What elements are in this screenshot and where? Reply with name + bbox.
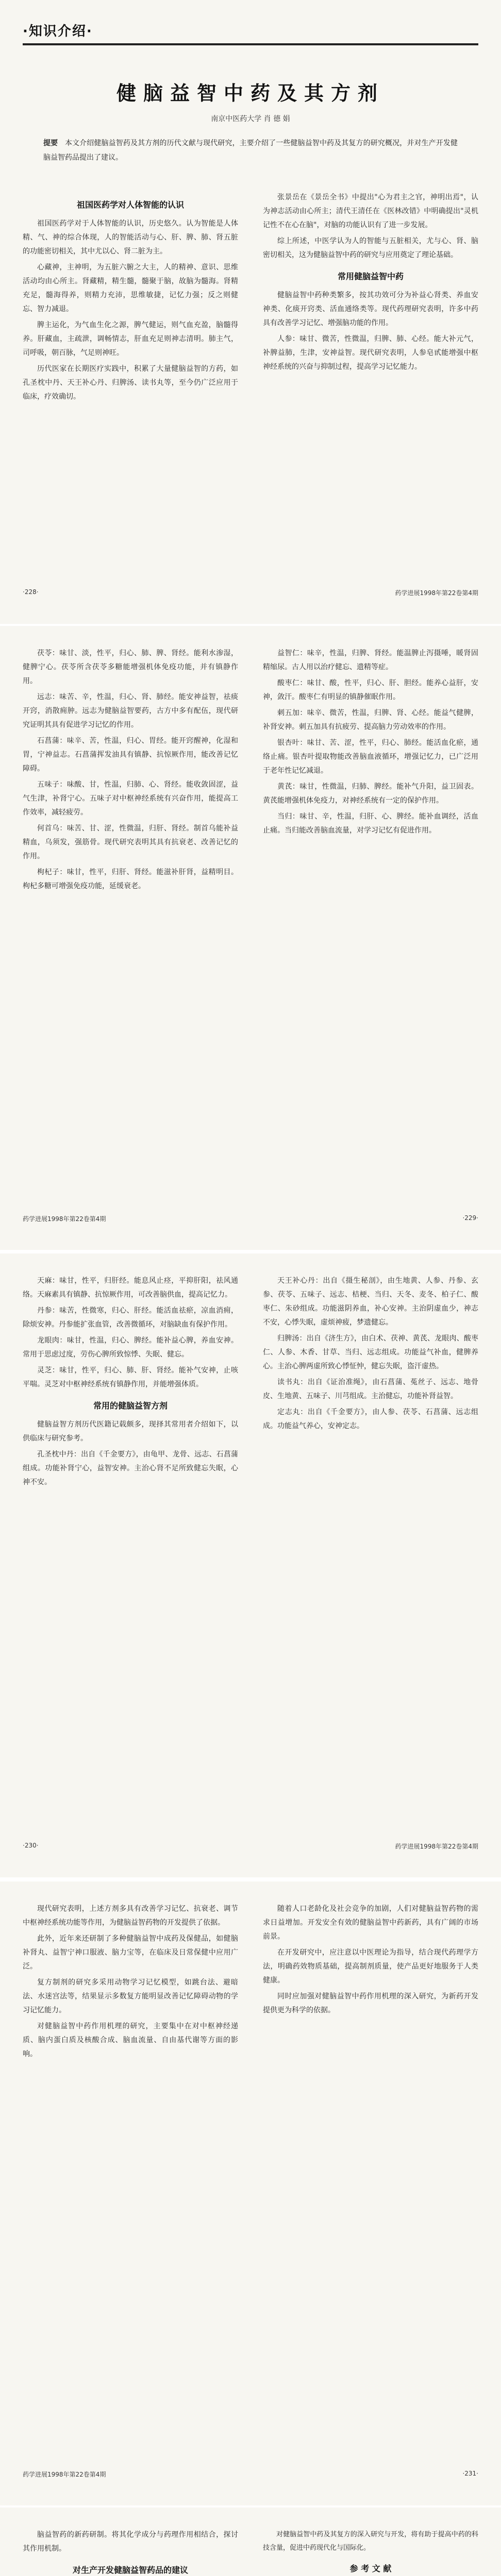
paragraph: 健脑益智中药种类繁多，按其功效可分为补益心肾类、养血安神类、化痰开窍类、活血通络类等。现代药理研究表明，许多中药具有改善学习记忆、增强脑功能的作用。 bbox=[263, 291, 478, 327]
paragraph: 灵芝：味甘，性平，归心、肺、肝、肾经。能补气安神，止咳平喘。灵芝对中枢神经系统有镇静作用，并能增强体质。 bbox=[23, 1366, 238, 1388]
page-3 bbox=[0, 1253, 501, 1877]
page-footer bbox=[23, 588, 478, 597]
section-heading: 常用健脑益智中药 bbox=[337, 272, 404, 281]
paragraph: 同时应加强对健脑益智中药作用机理的深入研究，为新药开发提供更为科学的依据。 bbox=[263, 1992, 478, 2014]
byline: 南京中医药大学 肖 德 娟 bbox=[211, 115, 290, 123]
paragraph: 定志丸：出自《千金要方》，由人参、茯苓、石菖蒲、远志组成。功能益气养心，安神定志。 bbox=[263, 1408, 478, 1430]
paragraph: 远志：味苦、辛，性温，归心、肾、肺经。能安神益智，祛痰开窍，消散痈肿。远志为健脑益智要药，古方中多有配伍，现代研究证明其具有促进学习记忆的作用。 bbox=[23, 693, 238, 729]
page-number: ·229· bbox=[462, 1214, 478, 1222]
journal-info: 药学进展1998年第22卷第4期 bbox=[23, 1215, 106, 1223]
paragraph: 心藏神，主神明，为五脏六腑之大主，人的精神、意识、思维活动均由心所主。肾藏精，精生髓，髓聚于脑，故脑为髓海。肾精充足，髓海得养，则精力充沛，思维敏捷，记忆力强；反之则健忘、智力减退。 bbox=[23, 263, 238, 313]
paragraph: 黄芪：味甘，性微温，归肺、脾经。能补气升阳，益卫固表。黄芪能增强机体免疫力，对神经系统有一定的保护作用。 bbox=[263, 783, 478, 805]
right-column bbox=[263, 2528, 478, 2576]
paragraph: 益智仁：味辛，性温，归脾、肾经。能温脾止泻摄唾，暖肾固精缩尿。古人用以治疗健忘、遗精等症。 bbox=[263, 649, 478, 671]
paragraph: 天王补心丹：出自《摄生秘剖》，由生地黄、人参、丹参、玄参、茯苓、五味子、远志、桔梗、当归、天冬、麦冬、柏子仁、酸枣仁、朱砂组成。功能滋阴养血，补心安神。主治阴虚血少，神志不安，心悸失眠，虚烦神疲，梦遗健忘。 bbox=[263, 1277, 478, 1327]
right-column bbox=[263, 1274, 478, 1826]
paragraph: 天麻：味甘，性平，归肝经。能息风止痉，平抑肝阳，祛风通络。天麻素具有镇静、抗惊厥作用，可改善脑供血，提高记忆力。 bbox=[23, 1277, 238, 1299]
page-5-content bbox=[23, 2528, 478, 2576]
paragraph: 枸杞子：味甘，性平，归肝、肾经。能滋补肝肾，益精明目。枸杞多糖可增强免疫功能，延缓衰老。 bbox=[23, 868, 238, 890]
paragraph: 在开发研究中，应注意以中医理论为指导，结合现代药理学方法，明确药效物质基础，提高制剂质量，使产品更好地服务于人类健康。 bbox=[263, 1948, 478, 1985]
paragraph: 人参：味甘、微苦，性微温，归脾、肺、心经。能大补元气，补脾益肺，生津，安神益智。现代研究表明，人参皂甙能增强中枢神经系统的兴奋与抑制过程，提高学习记忆能力。 bbox=[263, 335, 478, 371]
page-number: ·230· bbox=[23, 1842, 39, 1849]
paragraph: 祖国医药学对于人体智能的认识，历史悠久。认为智能是人体精、气、神的综合体现，人的智能活动与心、肝、脾、肺、肾五脏的功能密切相关，其中尤以心、肾二脏为主。 bbox=[23, 219, 238, 256]
page-footer bbox=[23, 1842, 478, 1851]
page-1 bbox=[0, 0, 501, 624]
paragraph: 银杏叶：味甘、苦、涩，性平，归心、肺经。能活血化瘀，通络止痛。银杏叶提取物能改善脑血液循环，增强记忆力，已广泛用于老年性记忆减退。 bbox=[263, 739, 478, 775]
section-heading: 祖国医药学对人体智能的认识 bbox=[76, 200, 184, 210]
left-column bbox=[23, 1902, 238, 2454]
paragraph: 读书丸：出自《证治准绳》，由石菖蒲、菟丝子、远志、地骨皮、生地黄、五味子、川芎组成。主治健忘，功能补肾益智。 bbox=[263, 1378, 478, 1400]
page-4-content bbox=[23, 1902, 478, 2485]
paragraph: 脑益智药的新药研制。将其化学成分与药理作用相结合，探讨其作用机制。 bbox=[23, 2531, 238, 2553]
paragraph: 现代研究表明，上述方剂多具有改善学习记忆、抗衰老、调节中枢神经系统功能等作用，为健脑益智药物的开发提供了依据。 bbox=[23, 1905, 238, 1927]
paragraph: 历代医家在长期医疗实践中，积累了大量健脑益智的方药，如孔圣枕中丹、天王补心丹、归脾汤、读书丸等，至今仍广泛应用于临床，疗效确切。 bbox=[23, 365, 238, 401]
paragraph: 龙眼肉：味甘，性温，归心、脾经。能补益心脾，养血安神。常用于思虑过度，劳伤心脾所致惊悸、失眠、健忘。 bbox=[23, 1336, 238, 1359]
section-heading: 对生产开发健脑益智药品的建议 bbox=[72, 2565, 188, 2575]
left-column bbox=[23, 1274, 238, 1826]
page-footer bbox=[23, 1214, 478, 1223]
left-column bbox=[23, 191, 238, 578]
journal-info: 药学进展1998年第22卷第4期 bbox=[23, 2471, 106, 2478]
paragraph: 何首乌：味苦、甘、涩，性微温，归肝、肾经。制首乌能补益精血，乌须发，强筋骨。现代研究表明其具有抗衰老、改善记忆的作用。 bbox=[23, 824, 238, 860]
body-columns bbox=[23, 191, 478, 603]
paragraph: 对健脑益智中药作用机理的研究，主要集中在对中枢神经递质、脑内蛋白质及核酸合成、脑血流量、自由基代谢等方面的影响。 bbox=[23, 2022, 238, 2058]
left-column bbox=[23, 647, 238, 1198]
abstract-text: 本文介绍健脑益智药及其方剂的历代文献与现代研究，主要介绍了一些健脑益智中药及其复方的研究概况，并对生产开发健脑益智药品提出了建议。 bbox=[43, 139, 458, 162]
paragraph: 对健脑益智中药及其复方的深入研究与开发，将有助于提高中药的科技含量，促进中药现代化与国际化。 bbox=[263, 2531, 478, 2552]
paragraph: 刺五加：味辛、微苦，性温，归脾、肾、心经。能益气健脾，补肾安神。刺五加具有抗疲劳、提高脑力劳动效率的作用。 bbox=[263, 709, 478, 731]
paragraph: 孔圣枕中丹：出自《千金要方》，由龟甲、龙骨、远志、石菖蒲组成。功能补肾宁心，益智安神。主治心肾不足所致健忘失眠，心神不安。 bbox=[23, 1450, 238, 1486]
paragraph: 茯苓：味甘、淡，性平，归心、肺、脾、肾经。能利水渗湿，健脾宁心。茯苓所含茯苓多糖能增强机体免疫功能，并有镇静作用。 bbox=[23, 649, 238, 685]
paragraph: 张景岳在《景岳全书》中提出"心为君主之官，神明出焉"，认为神志活动由心所主；清代王清任在《医林改错》中明确提出"灵机记性不在心在脑"，对脑的功能认识有了进一步发展。 bbox=[263, 193, 478, 229]
page-footer bbox=[23, 2470, 478, 2479]
paragraph: 复方制剂的研究多采用动物学习记忆模型，如跳台法、避暗法、水迷宫法等，结果显示多数复方能明显改善记忆障碍动物的学习记忆能力。 bbox=[23, 1978, 238, 2014]
paragraph: 归脾汤：出自《济生方》，由白术、茯神、黄芪、龙眼肉、酸枣仁、人参、木香、甘草、当归、远志组成。功能益气补血，健脾养心。主治心脾两虚所致心悸怔忡，健忘失眠，盗汗虚热。 bbox=[263, 1334, 478, 1370]
page-number: ·231· bbox=[462, 2470, 478, 2477]
page-1-content bbox=[23, 21, 478, 603]
page-4 bbox=[0, 1882, 501, 2505]
column-tag: ·知识介绍· bbox=[23, 24, 93, 39]
right-column bbox=[263, 647, 478, 1198]
paragraph: 丹参：味苦，性微寒，归心、肝经。能活血祛瘀，凉血消痈，除烦安神。丹参能扩张血管，改善微循环，对脑缺血有保护作用。 bbox=[23, 1307, 238, 1329]
right-column bbox=[263, 1902, 478, 2454]
paragraph: 此外，近年来还研制了多种健脑益智中成药及保健品，如健脑补肾丸、益智宁神口服液、脑力宝等，在临床及日常保健中应用广泛。 bbox=[23, 1935, 238, 1971]
page-number: ·228· bbox=[23, 588, 39, 596]
section-heading: 常用的健脑益智方剂 bbox=[93, 1401, 168, 1411]
journal-info: 药学进展1998年第22卷第4期 bbox=[395, 1843, 478, 1850]
paragraph: 五味子：味酸、甘，性温，归肺、心、肾经。能收敛固涩，益气生津，补肾宁心。五味子对中枢神经系统有兴奋作用，能提高工作效率，减轻疲劳。 bbox=[23, 781, 238, 817]
paragraph: 随着人口老龄化及社会竞争的加剧，人们对健脑益智药物的需求日益增加。开发安全有效的健脑益智中药新药，具有广阔的市场前景。 bbox=[263, 1905, 478, 1941]
abstract bbox=[43, 136, 458, 165]
page-2 bbox=[0, 626, 501, 1250]
right-column bbox=[263, 191, 478, 578]
paragraph: 石菖蒲：味辛、苦，性温，归心、胃经。能开窍醒神，化湿和胃，宁神益志。石菖蒲挥发油具有镇静、抗惊厥作用，能改善记忆障碍。 bbox=[23, 737, 238, 773]
journal-info: 药学进展1998年第22卷第4期 bbox=[395, 589, 478, 597]
page-2-content bbox=[23, 647, 478, 1229]
paragraph: 当归：味甘、辛，性温，归肝、心、脾经。能补血调经，活血止痛。当归能改善脑血流量，对学习记忆有促进作用。 bbox=[263, 812, 478, 835]
paragraph: 综上所述，中医学认为人的智能与五脏相关，尤与心、肾、脑密切相关，这为健脑益智中药的研究与应用奠定了理论基础。 bbox=[263, 237, 478, 259]
left-column bbox=[23, 2528, 238, 2576]
abstract-label: 提要 bbox=[43, 139, 58, 147]
paragraph: 脾主运化，为气血生化之源，脾气健运，则气血充盈，脑髓得养。肝藏血，主疏泄，调畅情志，肝血充足则神志清明。肺主气，司呼吸，朝百脉，气足则神旺。 bbox=[23, 321, 238, 357]
paragraph: 酸枣仁：味甘、酸，性平，归心、肝、胆经。能养心益肝，安神，敛汗。酸枣仁有明显的镇静催眠作用。 bbox=[263, 679, 478, 701]
paragraph: 健脑益智方剂历代医籍记载颇多，现择其常用者介绍如下，以供临床与研究参考。 bbox=[23, 1420, 238, 1443]
page-3-content bbox=[23, 1274, 478, 1857]
page-5 bbox=[0, 2507, 501, 2576]
article-title: 健脑益智中药及其方剂 bbox=[116, 82, 385, 105]
header-rule bbox=[23, 43, 478, 45]
section-heading: 参 考 文 献 bbox=[349, 2564, 392, 2573]
